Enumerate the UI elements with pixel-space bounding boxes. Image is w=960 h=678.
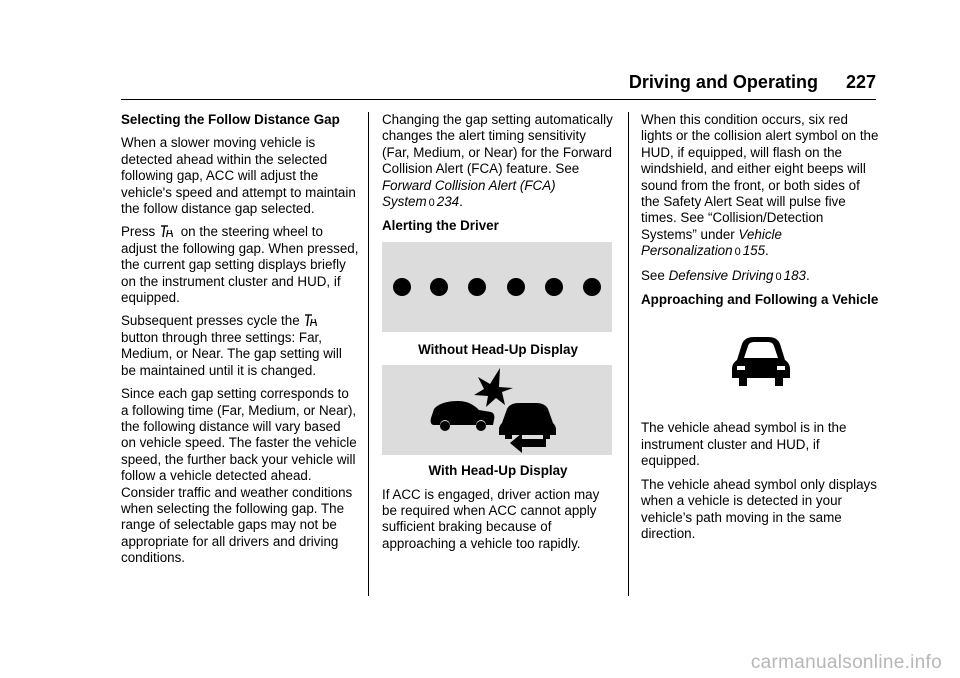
- figure-collision-alert-symbol: [382, 365, 612, 455]
- watermark: carmanualsonline.info: [750, 652, 942, 673]
- heading-follow-distance-gap: Selecting the Follow Distance Gap: [121, 112, 340, 127]
- paragraph: Since each gap setting corresponds to a following time (Far, Medium, or Near), the following distance will vary based on vehicle speed. The faster the vehicle speed, the further back your vehicle will follow a vehicle detected ahead. Consider traffic and weather conditions when selecting the following gap. The range of selectable gaps may not be appropriate for all drivers and driving conditions.: [121, 386, 357, 566]
- paragraph: When a slower moving vehicle is detected ahead within the selected following gap, ACC will adjust the vehicle's speed and attempt to maintain the follow distance gap selected.: [121, 135, 356, 217]
- page-ref[interactable]: 155: [742, 243, 766, 259]
- paragraph: Press on the steering wheel to adjust the following gap. When pressed, the current gap setting displays briefly on the instrument cluster and HUD, if equipped.: [121, 224, 359, 306]
- heading-approaching-following: Approaching and Following a Vehicle: [641, 292, 879, 308]
- paragraph: Changing the gap setting automatically changes the alert timing sensitivity (Far, Medium, or Near) for the Forward Collision Alert (FCA) feature. See Forward Collision Alert (FCA) System 0 234.: [382, 112, 613, 210]
- paragraph: The vehicle ahead symbol only displays when a vehicle is detected in your vehicle’s path moving in the same direction.: [641, 476, 877, 541]
- figure-caption: Without Head-Up Display: [418, 341, 578, 357]
- cross-reference-link[interactable]: Forward Collision Alert (FCA) System: [382, 177, 556, 210]
- arrow-left-icon: [510, 433, 546, 453]
- paragraph: If ACC is engaged, driver action may be required when ACC cannot apply sufficient braking because of approaching a vehicle too rapidly.: [382, 486, 600, 551]
- car-icon: [499, 403, 556, 439]
- page-ref-arrow-icon: 0: [775, 270, 782, 283]
- paragraph: When this condition occurs, six red lights or the collision alert symbol on the HUD, if equipped, will flash on the windshield, and either eight beeps will sound from the front, or both sides of the Safety Alert Seat will pulse five times. See “Collision/Detection Systems” under Vehicle Personalization 0 155.: [641, 112, 879, 259]
- figure-six-red-lights: [382, 242, 612, 332]
- header-rule: [121, 99, 876, 100]
- page-ref[interactable]: 234: [436, 194, 460, 210]
- alert-light-icon: [393, 278, 411, 296]
- column-2: [382, 112, 614, 559]
- page-ref[interactable]: 183: [783, 267, 806, 283]
- alert-light-icon: [545, 278, 563, 296]
- paragraph: Subsequent presses cycle the button through three settings: Far, Medium, or Near. The gap setting will be maintained until it is changed.: [121, 313, 342, 378]
- column-3: [641, 112, 879, 549]
- column-1: [121, 112, 359, 574]
- follow-gap-button-icon: [304, 313, 318, 327]
- cross-reference-link[interactable]: Defensive Driving: [668, 267, 774, 283]
- column-divider-1: [368, 112, 369, 596]
- alert-light-icon: [583, 278, 601, 296]
- figure-caption: With Head-Up Display: [428, 463, 568, 479]
- alert-light-icon: [468, 278, 486, 296]
- collision-alert-icon: [382, 365, 612, 455]
- figure-vehicle-ahead: [641, 328, 879, 410]
- page-ref-arrow-icon: 0: [734, 246, 741, 259]
- alert-light-icon: [430, 278, 448, 296]
- paragraph: The vehicle ahead symbol is in the instrument cluster and HUD, if equipped.: [641, 420, 847, 469]
- page-ref-arrow-icon: 0: [428, 197, 435, 210]
- alert-light-icon: [507, 278, 525, 296]
- page-number: 227: [845, 72, 876, 92]
- vehicle-ahead-icon: [731, 336, 791, 388]
- column-divider-2: [628, 112, 629, 596]
- paragraph: See Defensive Driving 0 183.: [641, 267, 810, 283]
- car-icon: [431, 401, 495, 425]
- impact-star-icon: [474, 368, 513, 407]
- heading-alerting-driver: Alerting the Driver: [382, 218, 499, 234]
- cross-reference-link[interactable]: Vehicle Personalization: [641, 226, 782, 259]
- page-header: [0, 70, 876, 94]
- follow-gap-button-icon: [160, 224, 174, 238]
- section-title: Driving and Operating: [628, 72, 818, 92]
